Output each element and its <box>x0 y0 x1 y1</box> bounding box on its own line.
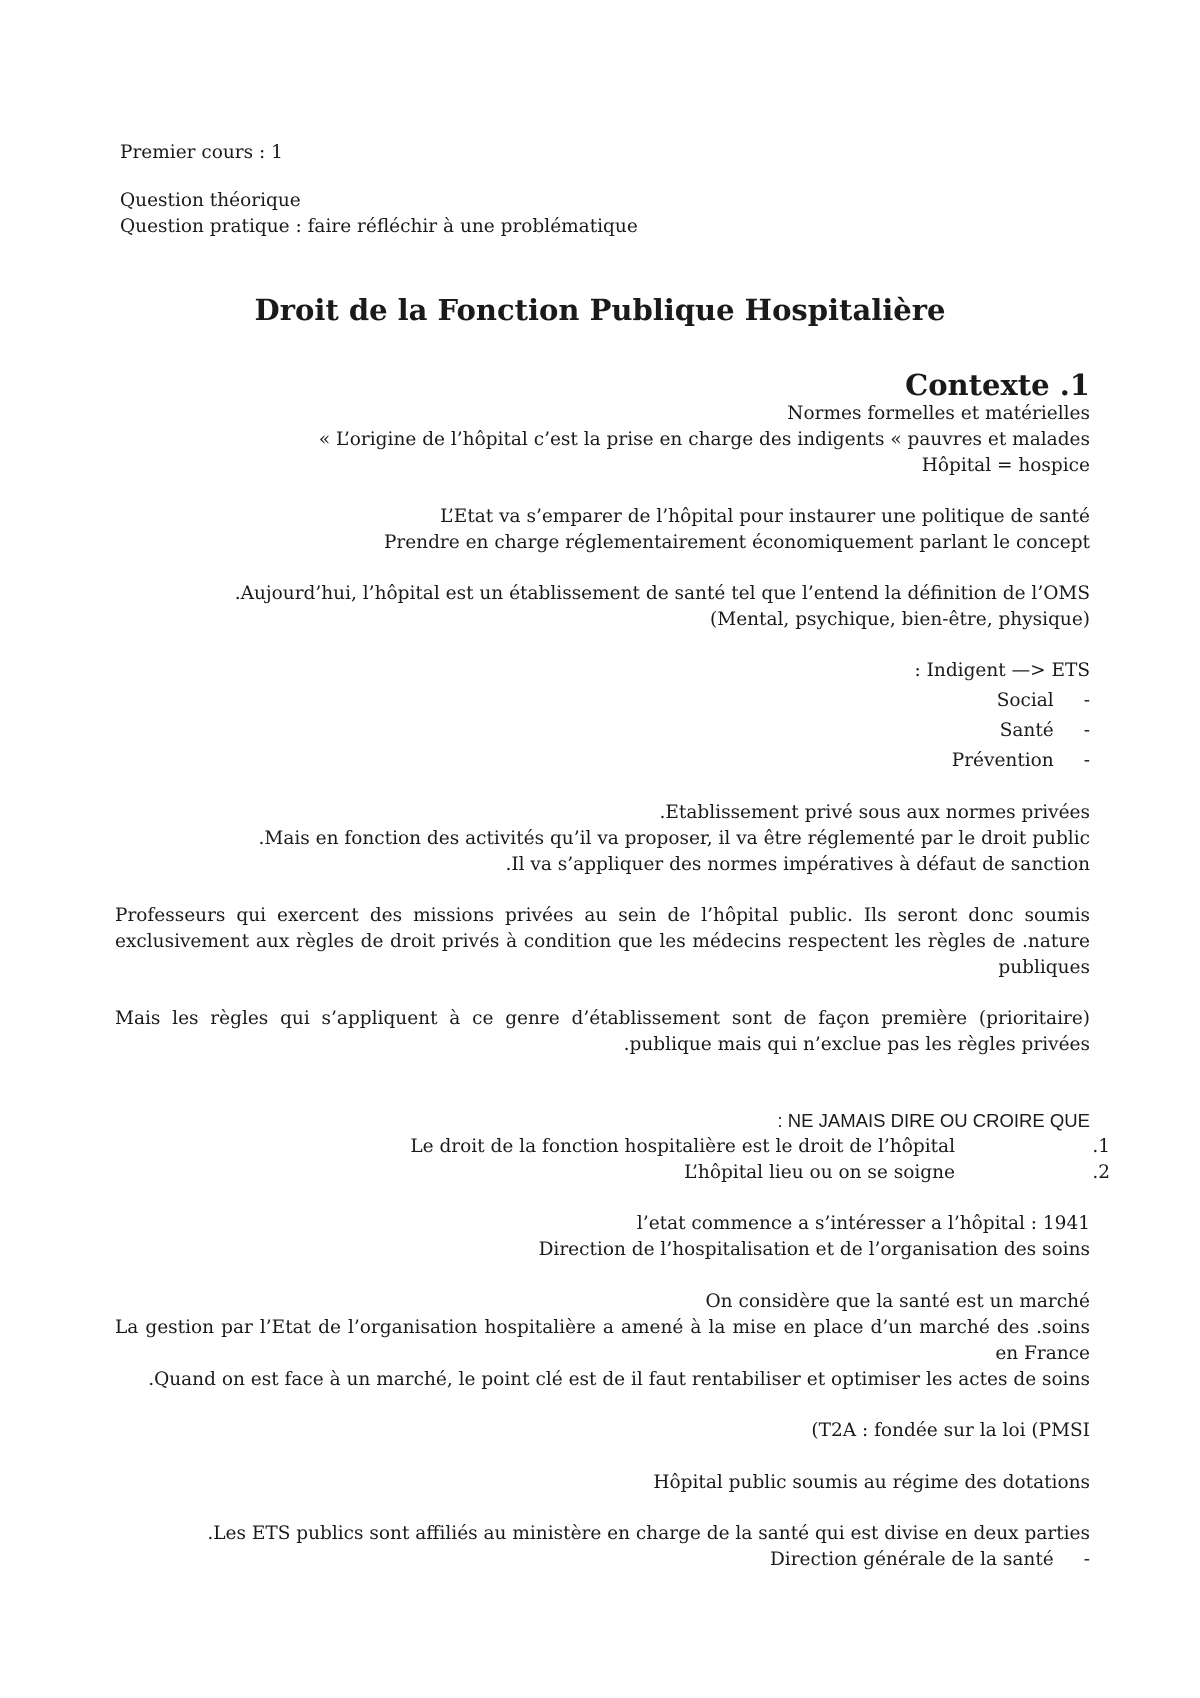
text-line: .Mais en fonction des activités qu’il va proposer, il va être réglementé par le droit public <box>258 828 1090 849</box>
text-line: .Les ETS publics sont affiliés au ministère en charge de la santé qui est divise en deux parties <box>207 1523 1090 1544</box>
numbered-item-text: Le droit de la fonction hospitalière est le droit de l’hôpital <box>410 1136 955 1157</box>
warning-heading: : NE JAMAIS DIRE OU CROIRE QUE <box>777 1110 1090 1131</box>
paragraph: Mais les règles qui s’appliquent à ce genre d’établissement sont de façon première (prioritaire) .publique mais qui n’exclue pas les règles privées <box>115 1008 1090 1055</box>
text-line: (Mental, psychique, bien-être, physique) <box>710 609 1090 630</box>
bullet-item: Prévention - <box>951 750 1090 771</box>
text-line: L’Etat va s’emparer de l’hôpital pour instaurer une politique de santé <box>440 506 1090 527</box>
text-line: .Etablissement privé sous aux normes privées <box>659 802 1090 823</box>
bullet-item: Social - <box>996 690 1090 711</box>
course-label: Premier cours : 1 <box>120 142 283 163</box>
dash-marker: - <box>1083 1549 1090 1570</box>
numbered-item-number: .1 <box>1092 1136 1110 1157</box>
document-title: Droit de la Fonction Publique Hospitalière <box>254 293 946 327</box>
question-practice: Question pratique : faire réfléchir à une problématique <box>120 216 638 237</box>
section-heading: Contexte .1 <box>905 368 1090 402</box>
bullet-item: Direction générale de la santé - <box>769 1549 1090 1570</box>
paragraph: Professeurs qui exercent des missions privées au sein de l’hôpital public. Ils seront donc soumis exclusivement aux règles de droit privés à condition que les médecins respectent les règles de .nature publiques <box>115 905 1090 978</box>
dash-marker: - <box>1083 750 1090 771</box>
dash-marker: - <box>1083 720 1090 741</box>
numbered-item-text: L’hôpital lieu ou on se soigne <box>684 1162 955 1183</box>
text-line: (T2A : fondée sur la loi (PMSI <box>811 1420 1090 1441</box>
numbered-item-number: .2 <box>1092 1162 1110 1183</box>
text-line: Normes formelles et matérielles <box>787 403 1090 424</box>
indigent-line: : Indigent —> ETS <box>914 660 1090 681</box>
text-line: Hôpital public soumis au régime des dotations <box>653 1472 1090 1493</box>
text-line: .Quand on est face à un marché, le point clé est de il faut rentabiliser et optimiser les actes de soins <box>148 1369 1090 1390</box>
bullet-item: Santé - <box>999 720 1090 741</box>
text-line: .Il va s’appliquer des normes impératives à défaut de sanction <box>505 854 1090 875</box>
paragraph: La gestion par l’Etat de l’organisation hospitalière a amené à la mise en place d’un marché des .soins en France <box>115 1317 1090 1364</box>
question-theory: Question théorique <box>120 190 301 211</box>
text-line: l’etat commence a s’intéresser a l’hôpital : 1941 <box>636 1213 1090 1234</box>
dash-marker: - <box>1083 690 1090 711</box>
text-line: « L’origine de l’hôpital c’est la prise en charge des indigents « pauvres et malades <box>318 429 1090 450</box>
text-line: .Aujourd’hui, l’hôpital est un établissement de santé tel que l’entend la définition de l’OMS <box>234 583 1090 604</box>
text-line: Hôpital = hospice <box>921 455 1090 476</box>
text-line: Prendre en charge réglementairement économiquement parlant le concept <box>383 532 1090 553</box>
text-line: On considère que la santé est un marché <box>705 1291 1090 1312</box>
text-line: Direction de l’hospitalisation et de l’organisation des soins <box>538 1239 1090 1260</box>
